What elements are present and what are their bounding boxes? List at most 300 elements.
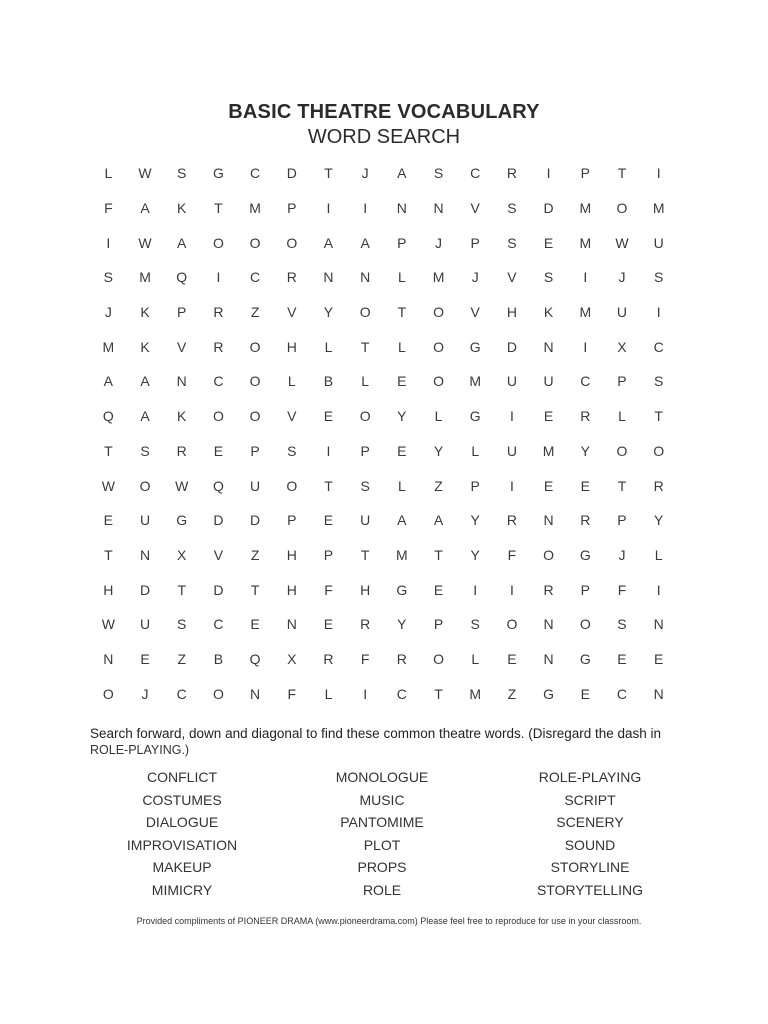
grid-letter[interactable]: O xyxy=(286,234,298,251)
grid-letter[interactable]: P xyxy=(323,546,334,563)
grid-letter[interactable]: K xyxy=(177,408,187,425)
grid-letter[interactable]: O xyxy=(433,304,444,321)
grid-letter[interactable]: Z xyxy=(507,685,517,702)
grid-letter[interactable]: T xyxy=(360,546,370,563)
word-list xyxy=(90,768,690,903)
grid-letter[interactable]: O xyxy=(433,338,444,355)
grid-letter[interactable]: I xyxy=(509,477,514,494)
grid-letter[interactable]: E xyxy=(323,616,334,633)
grid-letter[interactable]: Q xyxy=(176,269,188,286)
grid-letter[interactable]: G xyxy=(579,546,591,563)
grid-row xyxy=(90,364,677,399)
grid-letter[interactable]: C xyxy=(213,373,224,390)
grid-row xyxy=(90,260,677,295)
grid-letter[interactable]: E xyxy=(617,650,627,667)
grid-letter[interactable]: Y xyxy=(580,442,590,459)
grid-letter[interactable]: E xyxy=(433,581,444,598)
grid-letter[interactable]: D xyxy=(506,338,517,355)
grid-letter[interactable]: A xyxy=(140,408,150,425)
grid-letter[interactable]: U xyxy=(543,373,554,390)
grid-letter[interactable]: S xyxy=(177,165,187,182)
grid-letter[interactable]: M xyxy=(139,269,151,286)
grid-letter[interactable]: D xyxy=(286,165,297,182)
grid-letter[interactable]: P xyxy=(580,581,590,598)
grid-letter[interactable]: A xyxy=(397,512,407,529)
grid-letter[interactable]: T xyxy=(434,546,443,563)
grid-letter[interactable]: R xyxy=(580,512,591,529)
grid-letter[interactable]: Q xyxy=(249,650,261,667)
grid-letter[interactable]: T xyxy=(434,685,443,702)
instructions-line-1: Search forward, down and diagonal to find these common theatre words. (Disregard the dash in xyxy=(90,726,662,741)
grid-letter[interactable]: P xyxy=(287,512,297,529)
grid-letter[interactable]: V xyxy=(470,304,480,321)
word-column-3 xyxy=(490,768,690,903)
grid-letter[interactable]: D xyxy=(139,581,151,598)
grid-letter[interactable]: E xyxy=(213,442,224,459)
grid-letter[interactable]: J xyxy=(471,269,479,286)
grid-letter[interactable]: H xyxy=(286,581,297,598)
grid-letter[interactable]: T xyxy=(214,200,223,217)
grid-letter[interactable]: W xyxy=(175,477,189,494)
grid-letter[interactable]: U xyxy=(506,442,517,459)
word-list-item: PROPS xyxy=(357,859,407,875)
grid-row xyxy=(90,434,677,469)
grid-letter[interactable]: I xyxy=(656,581,661,598)
word-list-item: MAKEUP xyxy=(152,859,212,875)
grid-row xyxy=(90,329,677,364)
grid-letter[interactable]: E xyxy=(323,512,334,529)
grid-letter[interactable]: C xyxy=(470,165,481,182)
grid-letter[interactable]: Z xyxy=(434,477,443,494)
grid-letter[interactable]: N xyxy=(543,512,554,529)
grid-letter[interactable]: K xyxy=(140,304,150,321)
grid-letter[interactable]: O xyxy=(102,685,114,702)
grid-letter[interactable]: G xyxy=(176,512,188,529)
grid-letter[interactable]: T xyxy=(177,581,186,598)
grid-letter[interactable]: S xyxy=(507,234,517,251)
grid-row xyxy=(90,503,677,538)
grid-letter[interactable]: R xyxy=(213,338,224,355)
grid-letter[interactable]: O xyxy=(359,408,371,425)
grid-letter[interactable]: Y xyxy=(433,442,444,459)
grid-letter[interactable]: S xyxy=(103,269,114,286)
grid-letter[interactable]: L xyxy=(434,408,443,425)
grid-letter[interactable]: M xyxy=(542,442,555,459)
grid-letter[interactable]: O xyxy=(433,373,444,390)
grid-letter[interactable]: L xyxy=(397,338,406,355)
grid-letter[interactable]: G xyxy=(469,338,481,355)
grid-letter[interactable]: I xyxy=(473,581,478,598)
grid-letter[interactable]: V xyxy=(287,408,297,425)
grid-letter[interactable]: M xyxy=(396,546,408,563)
grid-letter[interactable]: K xyxy=(177,200,187,217)
page-title: BASIC THEATRE VOCABULARY xyxy=(228,101,540,123)
grid-letter[interactable]: E xyxy=(507,650,517,667)
grid-letter[interactable]: N xyxy=(176,373,187,390)
grid-letter[interactable]: W xyxy=(615,234,629,251)
grid-letter[interactable]: P xyxy=(617,373,627,390)
grid-letter[interactable]: O xyxy=(249,408,261,425)
grid-letter[interactable]: M xyxy=(469,685,482,702)
grid-letter[interactable]: O xyxy=(212,234,224,251)
grid-letter[interactable]: O xyxy=(579,616,591,633)
grid-letter[interactable]: F xyxy=(507,546,517,563)
grid-letter[interactable]: S xyxy=(617,616,627,633)
word-list-item: COSTUMES xyxy=(142,791,222,808)
grid-letter[interactable]: P xyxy=(433,616,444,633)
grid-letter[interactable]: P xyxy=(397,234,407,251)
grid-letter[interactable]: G xyxy=(212,165,224,182)
grid-letter[interactable]: Z xyxy=(250,304,260,321)
grid-letter[interactable]: H xyxy=(286,546,297,563)
grid-letter[interactable]: O xyxy=(616,200,628,217)
grid-letter[interactable]: C xyxy=(580,373,591,390)
grid-letter[interactable]: S xyxy=(177,616,187,633)
grid-letter[interactable]: T xyxy=(654,408,663,425)
grid-letter[interactable]: H xyxy=(360,581,371,598)
grid-letter[interactable]: Y xyxy=(470,512,480,529)
grid-letter[interactable]: D xyxy=(213,512,224,529)
grid-letter[interactable]: U xyxy=(653,234,664,251)
grid-letter[interactable]: U xyxy=(139,616,151,633)
word-list-item: PANTOMIME xyxy=(340,814,424,830)
grid-letter[interactable]: O xyxy=(249,338,261,355)
grid-letter[interactable]: O xyxy=(249,234,261,251)
grid-letter[interactable]: L xyxy=(618,408,626,425)
grid-letter[interactable]: L xyxy=(324,338,333,355)
grid-letter[interactable]: H xyxy=(506,304,517,321)
grid-letter[interactable]: L xyxy=(654,546,663,563)
grid-letter[interactable]: W xyxy=(138,234,152,251)
grid-letter[interactable]: M xyxy=(102,338,115,355)
grid-letter[interactable]: I xyxy=(106,234,111,251)
grid-letter[interactable]: P xyxy=(250,442,260,459)
grid-letter[interactable]: S xyxy=(653,269,664,286)
grid-letter[interactable]: I xyxy=(326,200,331,217)
grid-letter[interactable]: E xyxy=(653,650,664,667)
grid-letter[interactable]: T xyxy=(324,477,333,494)
grid-letter[interactable]: P xyxy=(580,165,590,182)
word-column-1 xyxy=(82,768,282,903)
grid-letter[interactable]: S xyxy=(140,442,150,459)
grid-letter[interactable]: H xyxy=(103,581,114,598)
grid-letter[interactable]: O xyxy=(249,373,261,390)
grid-letter[interactable]: Y xyxy=(470,546,480,563)
grid-letter[interactable]: D xyxy=(250,512,261,529)
grid-letter[interactable]: T xyxy=(250,581,260,598)
grid-letter[interactable]: A xyxy=(140,373,150,390)
grid-letter[interactable]: F xyxy=(104,200,113,217)
grid-letter[interactable]: Y xyxy=(653,512,664,529)
grid-letter[interactable]: Y xyxy=(397,408,407,425)
grid-letter[interactable]: T xyxy=(360,338,370,355)
grid-letter[interactable]: A xyxy=(140,200,150,217)
grid-letter[interactable]: E xyxy=(140,650,150,667)
grid-letter[interactable]: N xyxy=(433,200,444,217)
grid-letter[interactable]: O xyxy=(359,304,371,321)
grid-row xyxy=(90,399,677,434)
grid-letter[interactable]: S xyxy=(360,477,370,494)
word-list-item: MIMICRY xyxy=(151,881,213,898)
grid-letter[interactable]: P xyxy=(470,477,480,494)
grid-letter[interactable]: R xyxy=(543,581,554,598)
grid-letter[interactable]: L xyxy=(361,373,370,390)
grid-letter[interactable]: I xyxy=(583,269,588,286)
grid-letter[interactable]: S xyxy=(543,269,554,286)
grid-letter[interactable]: O xyxy=(212,408,224,425)
grid-letter[interactable]: R xyxy=(323,650,334,667)
word-list-item: MUSIC xyxy=(359,791,405,808)
word-list-item: ROLE xyxy=(362,881,402,898)
grid-letter[interactable]: A xyxy=(397,165,407,182)
page-subtitle: WORD SEARCH xyxy=(307,126,461,148)
grid-letter[interactable]: U xyxy=(250,477,261,494)
grid-letter[interactable]: N xyxy=(286,616,297,633)
word-list-item: ROLE-PLAYING xyxy=(538,769,642,785)
grid-letter[interactable]: C xyxy=(213,616,224,633)
grid-letter[interactable]: P xyxy=(470,234,480,251)
grid-letter[interactable]: W xyxy=(101,616,115,633)
grid-letter[interactable]: S xyxy=(433,165,444,182)
grid-letter[interactable]: R xyxy=(213,304,224,321)
grid-letter[interactable]: R xyxy=(506,165,517,182)
grid-letter[interactable]: O xyxy=(653,442,665,459)
grid-letter[interactable]: I xyxy=(363,685,368,702)
grid-letter[interactable]: M xyxy=(432,269,445,286)
grid-letter[interactable]: W xyxy=(101,477,115,494)
grid-letter[interactable]: R xyxy=(396,650,407,667)
word-list-item: SCRIPT xyxy=(564,791,616,808)
grid-row xyxy=(90,156,677,191)
grid-letter[interactable]: L xyxy=(471,442,480,459)
grid-letter[interactable]: V xyxy=(470,200,480,217)
grid-letter[interactable]: I xyxy=(216,269,221,286)
grid-letter[interactable]: N xyxy=(543,338,554,355)
grid-letter[interactable]: O xyxy=(433,650,444,667)
instructions-line-2: ROLE-PLAYING.) xyxy=(90,743,190,757)
grid-letter[interactable]: T xyxy=(104,442,113,459)
grid-letter[interactable]: O xyxy=(139,477,151,494)
grid-letter[interactable]: N xyxy=(396,200,407,217)
grid-letter[interactable]: L xyxy=(324,685,333,702)
grid-row xyxy=(90,295,677,330)
grid-letter[interactable]: O xyxy=(616,442,628,459)
grid-letter[interactable]: P xyxy=(177,304,187,321)
grid-letter[interactable]: A xyxy=(177,234,187,251)
grid-letter[interactable]: J xyxy=(435,234,443,251)
grid-letter[interactable]: D xyxy=(543,200,554,217)
word-list-item: IMPROVISATION xyxy=(126,836,238,853)
grid-letter[interactable]: F xyxy=(324,581,333,598)
grid-letter[interactable]: T xyxy=(397,304,407,321)
grid-letter[interactable]: G xyxy=(396,581,408,598)
grid-letter[interactable]: J xyxy=(618,546,626,563)
grid-letter[interactable]: O xyxy=(506,616,518,633)
grid-letter[interactable]: N xyxy=(543,616,554,633)
grid-letter[interactable]: R xyxy=(506,512,517,529)
word-list-item: STORYLINE xyxy=(550,859,630,875)
grid-letter[interactable]: K xyxy=(543,304,554,321)
grid-letter[interactable]: T xyxy=(104,546,113,563)
grid-letter[interactable]: Z xyxy=(250,546,260,563)
grid-letter[interactable]: E xyxy=(543,408,554,425)
grid-letter[interactable]: I xyxy=(326,442,331,459)
grid-letter[interactable]: M xyxy=(249,200,261,217)
grid-letter[interactable]: M xyxy=(579,304,592,321)
grid-letter[interactable]: O xyxy=(212,685,224,702)
grid-letter[interactable]: E xyxy=(543,477,554,494)
grid-letter[interactable]: V xyxy=(507,269,517,286)
grid-letter[interactable]: I xyxy=(656,165,661,182)
grid-row xyxy=(90,642,677,677)
grid-letter[interactable]: I xyxy=(509,581,514,598)
grid-letter[interactable]: M xyxy=(579,234,592,251)
grid-letter[interactable]: O xyxy=(286,477,298,494)
grid-letter[interactable]: Y xyxy=(397,616,407,633)
grid-letter[interactable]: X xyxy=(287,650,297,667)
grid-letter[interactable]: F xyxy=(287,685,297,702)
grid-letter[interactable]: L xyxy=(397,477,406,494)
grid-letter[interactable]: I xyxy=(656,304,661,321)
grid-letter[interactable]: R xyxy=(286,269,297,286)
grid-letter[interactable]: F xyxy=(617,581,627,598)
grid-letter[interactable]: I xyxy=(546,165,551,182)
grid-letter[interactable]: S xyxy=(287,442,297,459)
grid-letter[interactable]: V xyxy=(287,304,297,321)
grid-letter[interactable]: U xyxy=(506,373,517,390)
grid-letter[interactable]: B xyxy=(323,373,334,390)
grid-letter[interactable]: J xyxy=(618,269,626,286)
grid-letter[interactable]: E xyxy=(250,616,260,633)
grid-letter[interactable]: N xyxy=(323,269,334,286)
grid-letter[interactable]: A xyxy=(323,234,334,251)
grid-letter[interactable]: X xyxy=(177,546,187,563)
grid-letter[interactable]: S xyxy=(507,200,517,217)
grid-letter[interactable]: G xyxy=(543,685,555,702)
grid-letter[interactable]: I xyxy=(363,200,368,217)
grid-letter[interactable]: E xyxy=(397,373,407,390)
grid-letter[interactable]: J xyxy=(104,304,112,321)
grid-letter[interactable]: O xyxy=(543,546,555,563)
grid-letter[interactable]: R xyxy=(360,616,371,633)
grid-letter[interactable]: C xyxy=(396,685,407,702)
grid-letter[interactable]: W xyxy=(138,165,152,182)
grid-letter[interactable]: G xyxy=(579,650,591,667)
grid-letter[interactable]: C xyxy=(653,338,664,355)
grid-letter[interactable]: N xyxy=(139,546,151,563)
grid-letter[interactable]: N xyxy=(653,685,664,702)
word-column-2 xyxy=(282,768,482,903)
grid-letter[interactable]: H xyxy=(286,338,297,355)
grid-letter[interactable]: L xyxy=(287,373,296,390)
grid-letter[interactable]: R xyxy=(653,477,664,494)
word-list-item: STORYTELLING xyxy=(536,881,644,898)
grid-letter[interactable]: P xyxy=(287,200,297,217)
grid-letter[interactable]: N xyxy=(103,650,114,667)
word-list-item: SCENERY xyxy=(556,814,624,830)
grid-letter[interactable]: E xyxy=(323,408,334,425)
grid-letter[interactable]: Q xyxy=(212,477,224,494)
word-list-item: MONOLOGUE xyxy=(335,769,429,785)
grid-letter[interactable]: T xyxy=(617,477,627,494)
grid-letter[interactable]: L xyxy=(397,269,406,286)
grid-row xyxy=(90,572,677,607)
grid-row xyxy=(90,468,677,503)
grid-letter[interactable]: A xyxy=(360,234,370,251)
grid-letter[interactable]: C xyxy=(176,685,187,702)
grid-letter[interactable]: J xyxy=(361,165,369,182)
grid-letter[interactable]: E xyxy=(580,685,590,702)
grid-letter[interactable]: D xyxy=(213,581,224,598)
grid-letter[interactable]: P xyxy=(617,512,627,529)
grid-letter[interactable]: E xyxy=(397,442,407,459)
grid-letter[interactable]: G xyxy=(469,408,481,425)
grid-letter[interactable]: L xyxy=(471,650,480,667)
grid-letter[interactable]: U xyxy=(616,304,628,321)
grid-letter[interactable]: I xyxy=(583,338,588,355)
grid-row xyxy=(90,191,677,226)
grid-letter[interactable]: T xyxy=(324,165,333,182)
word-list-item: SOUND xyxy=(564,836,616,853)
grid-letter[interactable]: N xyxy=(653,616,664,633)
grid-letter[interactable]: Z xyxy=(177,650,186,667)
grid-letter[interactable]: A xyxy=(103,373,114,390)
grid-letter[interactable]: R xyxy=(176,442,187,459)
grid-letter[interactable]: E xyxy=(543,234,554,251)
word-search-grid xyxy=(90,156,677,711)
grid-letter[interactable]: N xyxy=(360,269,371,286)
grid-letter[interactable]: S xyxy=(653,373,664,390)
word-list-item: DIALOGUE xyxy=(145,814,219,830)
grid-letter[interactable]: I xyxy=(509,408,514,425)
grid-letter[interactable]: T xyxy=(617,165,627,182)
grid-letter[interactable]: F xyxy=(360,650,370,667)
grid-letter[interactable]: M xyxy=(652,200,665,217)
grid-letter[interactable]: C xyxy=(250,165,261,182)
grid-letter[interactable]: E xyxy=(580,477,590,494)
grid-letter[interactable]: J xyxy=(141,685,149,702)
grid-letter[interactable]: R xyxy=(580,408,591,425)
grid-letter[interactable]: K xyxy=(140,338,150,355)
grid-letter[interactable]: B xyxy=(213,650,224,667)
grid-letter[interactable]: N xyxy=(543,650,554,667)
grid-row xyxy=(90,225,677,260)
grid-letter[interactable]: E xyxy=(103,512,114,529)
grid-letter[interactable]: Q xyxy=(102,408,114,425)
grid-row xyxy=(90,607,677,642)
grid-letter[interactable]: C xyxy=(616,685,628,702)
grid-letter[interactable]: C xyxy=(250,269,261,286)
grid-letter[interactable]: A xyxy=(433,512,444,529)
grid-letter[interactable]: N xyxy=(250,685,261,702)
grid-letter[interactable]: M xyxy=(469,373,482,390)
grid-letter[interactable]: X xyxy=(617,338,627,355)
word-list-item: CONFLICT xyxy=(147,769,217,785)
grid-letter[interactable]: V xyxy=(177,338,187,355)
grid-letter[interactable]: S xyxy=(470,616,480,633)
grid-row xyxy=(90,676,677,711)
grid-letter[interactable]: U xyxy=(360,512,371,529)
grid-letter[interactable]: P xyxy=(360,442,370,459)
word-list-item: PLOT xyxy=(363,836,401,853)
grid-letter[interactable]: U xyxy=(139,512,151,529)
instructions xyxy=(90,726,690,758)
grid-letter[interactable]: Y xyxy=(323,304,334,321)
grid-letter[interactable]: V xyxy=(213,546,224,563)
grid-row xyxy=(90,538,677,573)
grid-letter[interactable]: M xyxy=(579,200,592,217)
grid-letter[interactable]: L xyxy=(104,165,113,182)
